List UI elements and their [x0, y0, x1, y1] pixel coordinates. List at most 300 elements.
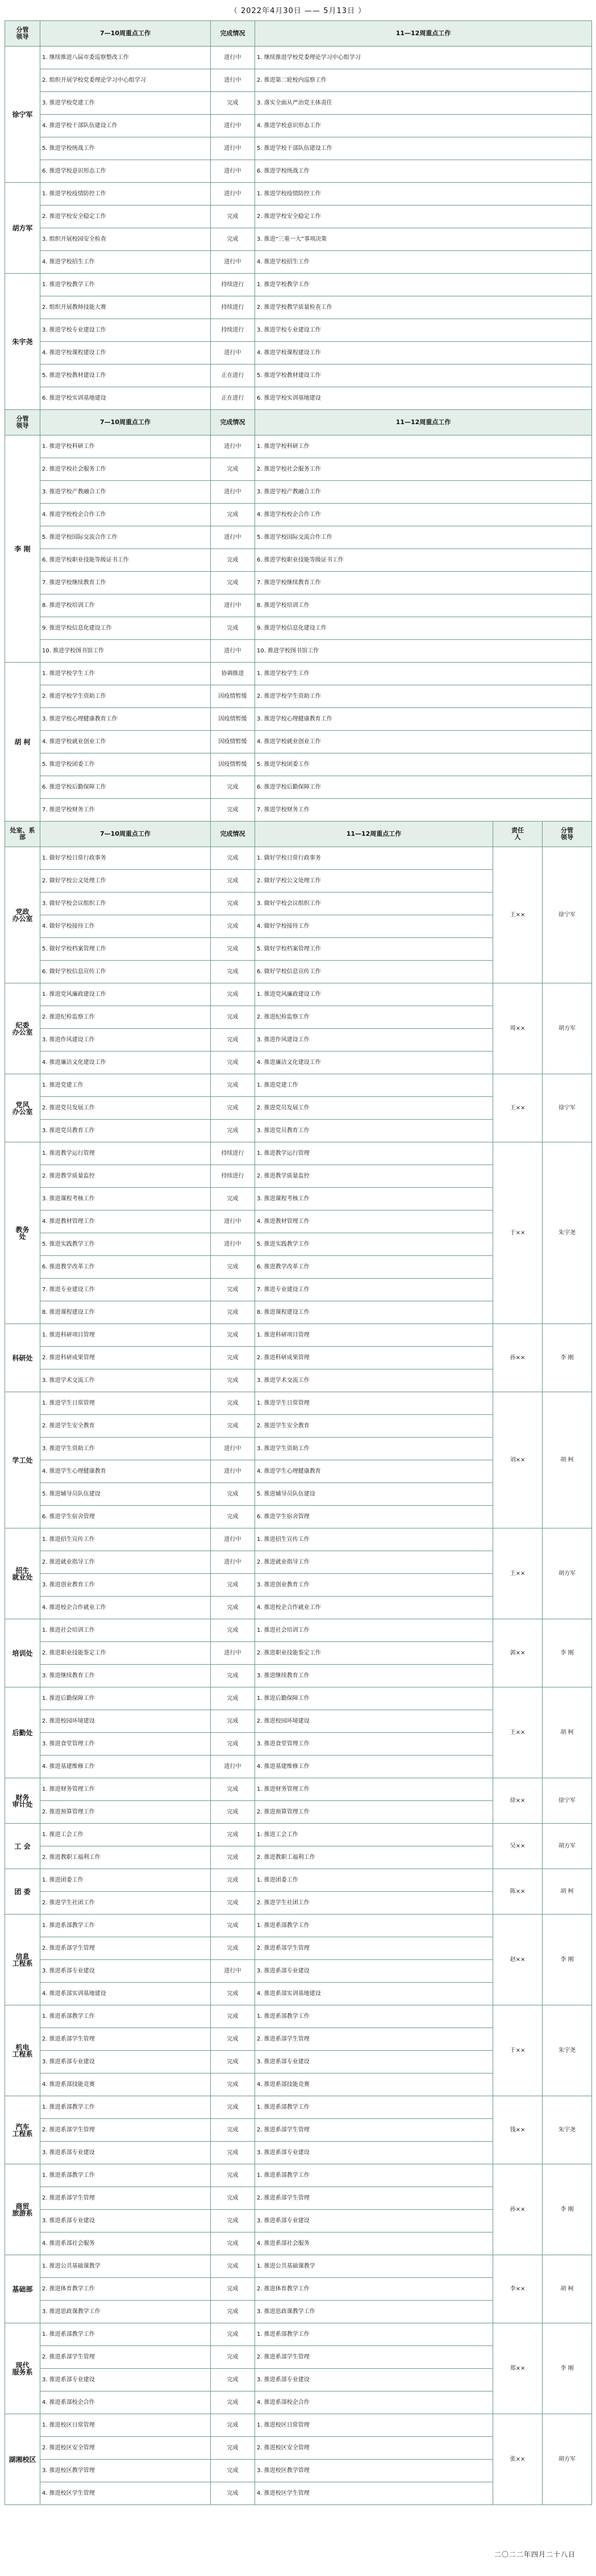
- responsible-person: 于××: [493, 2005, 543, 2096]
- task-current: 3. 推进系部专业建设: [40, 2142, 211, 2164]
- task-current: 3. 推进食堂管理工作: [40, 1733, 211, 1756]
- task-next: 5. 推进实践教学工作: [255, 1233, 493, 1256]
- task-next: 5. 推进辅导员队伍建设: [255, 1483, 493, 1506]
- task-next: 3. 推进创业教育工作: [255, 1574, 493, 1597]
- task-next: 7. 推进专业建设工作: [255, 1279, 493, 1301]
- supervising-leader: 朱宇尧: [543, 2005, 592, 2096]
- table-row: [5, 251, 592, 274]
- task-status: 进行中: [211, 481, 255, 504]
- department-name: 湖湘校区: [5, 2414, 40, 2505]
- task-next: 1. 推进系部教学工作: [255, 1915, 493, 1937]
- task-next: 1. 推进学校疫情防控工作: [255, 183, 592, 206]
- table-row: [5, 1392, 592, 1415]
- task-status: 完成: [211, 2460, 255, 2482]
- task-next: 1. 继续推进学校党委理论学习中心组学习: [255, 47, 592, 69]
- department-name: 现代 服务系: [5, 2323, 40, 2414]
- task-status: 进行中: [211, 137, 255, 160]
- task-next: 1. 推进党风廉政建设工作: [255, 983, 493, 1006]
- task-next: 4. 推进系部校企合作: [255, 2391, 493, 2414]
- column-header: 11—12周重点工作: [255, 410, 592, 435]
- table-row: [5, 319, 592, 342]
- table-row: [5, 2414, 592, 2437]
- task-current: 1. 推进党建工作: [40, 1074, 211, 1097]
- table-row: [5, 731, 592, 753]
- task-status: 完成: [211, 2278, 255, 2301]
- period-subtitle: （ 2022年4月30日 —— 5月13日 ）: [230, 7, 366, 15]
- task-current: 6. 做好学校信息宣传工作: [40, 961, 211, 983]
- task-next: 2. 推进学生社团工作: [255, 1892, 493, 1915]
- table-row: [5, 549, 592, 572]
- responsible-person: 孙××: [493, 1324, 543, 1392]
- table-row: [5, 183, 592, 206]
- task-next: 2. 推进科研成果管理: [255, 1347, 493, 1369]
- task-current: 4. 推进校区学生管理: [40, 2482, 211, 2505]
- table-row: [5, 115, 592, 137]
- column-header: 处室、系 部: [5, 822, 40, 847]
- table-row: [5, 663, 592, 685]
- task-status: 进行中: [211, 69, 255, 92]
- task-current: 1. 推进财务管理工作: [40, 1778, 211, 1801]
- task-current: 8. 推进课程建设工作: [40, 1301, 211, 1324]
- task-current: 2. 推进系部学生管理: [40, 2187, 211, 2210]
- task-status: 进行中: [211, 160, 255, 183]
- department-name: 党风 办公室: [5, 1074, 40, 1142]
- responsible-person: 郑××: [493, 2323, 543, 2414]
- task-next: 3. 推进食堂管理工作: [255, 1733, 493, 1756]
- task-next: 2. 推进职业技能鉴定工作: [255, 1642, 493, 1665]
- task-current: 4. 推进廉洁文化建设工作: [40, 1052, 211, 1074]
- responsible-person: 孙××: [493, 2164, 543, 2255]
- task-current: 1. 推进学校教学工作: [40, 274, 211, 296]
- task-current: 3. 推进思政课教学工作: [40, 2301, 211, 2323]
- task-next: 4. 推进学校就业创业工作: [255, 731, 592, 753]
- footer-date: 二〇二二年四月二十八日: [494, 2550, 576, 2558]
- task-status: 完成: [211, 1824, 255, 1846]
- table-row: [5, 137, 592, 160]
- task-next: 6. 推进学校统战工作: [255, 160, 592, 183]
- task-status: 进行中: [211, 1210, 255, 1233]
- task-status: 完成: [211, 1029, 255, 1052]
- task-status: 完成: [211, 2391, 255, 2414]
- table-row: [5, 296, 592, 319]
- task-current: 1. 推进学校科研工作: [40, 435, 211, 458]
- task-current: 3. 组织开展校园安全检查: [40, 228, 211, 251]
- task-status: 进行中: [211, 47, 255, 69]
- header-row: [5, 21, 592, 47]
- task-status: 持续进行: [211, 1142, 255, 1165]
- task-next: 6. 推进学校实训基地建设: [255, 387, 592, 410]
- task-current: 4. 推进系部技能竞赛: [40, 2074, 211, 2096]
- task-status: 完成: [211, 1983, 255, 2005]
- task-status: 完成: [211, 206, 255, 228]
- task-current: 2. 推进校区安全管理: [40, 2437, 211, 2460]
- task-next: 1. 推进学校学生工作: [255, 663, 592, 685]
- task-next: 4. 推进学校课程建设工作: [255, 342, 592, 365]
- responsible-person: 王××: [493, 1528, 543, 1619]
- table-row: [5, 640, 592, 663]
- task-current: 3. 推进校区教学管理: [40, 2460, 211, 2482]
- task-status: 进行中: [211, 594, 255, 617]
- department-name: 培训处: [5, 1619, 40, 1687]
- table-row: [5, 160, 592, 183]
- task-status: 进行中: [211, 435, 255, 458]
- supervising-leader: 胡方军: [543, 2414, 592, 2505]
- task-next: 6. 做好学校信息宣传工作: [255, 961, 493, 983]
- table-row: [5, 1687, 592, 1710]
- task-next: 4. 推进基建维修工作: [255, 1756, 493, 1778]
- table-row: [5, 2323, 592, 2346]
- task-status: 完成: [211, 983, 255, 1006]
- task-current: 1. 推进团委工作: [40, 1869, 211, 1892]
- task-current: 4. 推进系部社会服务: [40, 2232, 211, 2255]
- task-current: 6. 推进学校意识形态工作: [40, 160, 211, 183]
- department-name: 学工处: [5, 1392, 40, 1528]
- task-current: 3. 推进学术交流工作: [40, 1369, 211, 1392]
- table-row: [5, 481, 592, 504]
- task-current: 6. 推进学校后勤保障工作: [40, 776, 211, 799]
- task-current: 3. 推进学校产教融合工作: [40, 481, 211, 504]
- table-row: [5, 708, 592, 731]
- task-current: 3. 推进系部专业建设: [40, 1960, 211, 1983]
- task-current: 5. 推进学校教材建设工作: [40, 365, 211, 387]
- column-header: 责任 人: [493, 822, 543, 847]
- task-current: 2. 推进就业指导工作: [40, 1551, 211, 1574]
- responsible-person: 王××: [493, 1074, 543, 1142]
- responsible-person: 吴××: [493, 1824, 543, 1869]
- task-current: 5. 推进实践教学工作: [40, 1233, 211, 1256]
- task-current: 2. 做好学校公文处理工作: [40, 870, 211, 893]
- task-next: 3. 做好学校会议组织工作: [255, 893, 493, 915]
- task-status: 完成: [211, 617, 255, 640]
- task-current: 6. 推进学校职业技能等级证书工作: [40, 549, 211, 572]
- task-next: 1. 推进系部教学工作: [255, 2096, 493, 2119]
- task-status: 持续进行: [211, 319, 255, 342]
- task-current: 2. 推进系部学生管理: [40, 2346, 211, 2369]
- task-status: 完成: [211, 1846, 255, 1869]
- task-current: 3. 推进创业教育工作: [40, 1574, 211, 1597]
- task-next: 6. 推进学校职业技能等级证书工作: [255, 549, 592, 572]
- task-current: 2. 推进教学质量监控: [40, 1165, 211, 1188]
- table-row: [5, 847, 592, 870]
- table-row: [5, 435, 592, 458]
- task-next: 5. 推进学校团委工作: [255, 753, 592, 776]
- task-next: 10. 推进学校图书馆工作: [255, 640, 592, 663]
- task-next: 3. 推进系部专业建设: [255, 2142, 493, 2164]
- task-current: 1. 推进后勤保障工作: [40, 1687, 211, 1710]
- column-header: 完成情况: [211, 21, 255, 47]
- task-status: 完成: [211, 1074, 255, 1097]
- column-header: 7—10周重点工作: [40, 410, 211, 435]
- task-next: 4. 推进校企合作就业工作: [255, 1597, 493, 1619]
- header-row: [5, 822, 592, 847]
- task-status: 完成: [211, 1597, 255, 1619]
- task-current: 2. 推进学校学生资助工作: [40, 685, 211, 708]
- task-next: 1. 推进系部教学工作: [255, 2005, 493, 2028]
- task-status: 完成: [211, 1915, 255, 1937]
- task-status: 完成: [211, 1483, 255, 1506]
- task-next: 2. 推进第二轮校内巡察工作: [255, 69, 592, 92]
- task-next: 2. 做好学校公文处理工作: [255, 870, 493, 893]
- supervising-leader: 朱宇尧: [543, 1142, 592, 1324]
- task-status: 完成: [211, 1347, 255, 1369]
- task-current: 5. 推进辅导员队伍建设: [40, 1483, 211, 1506]
- table-row: [5, 458, 592, 481]
- table-row: [5, 776, 592, 799]
- task-status: 进行中: [211, 1438, 255, 1460]
- task-next: 2. 推进党员发展工作: [255, 1097, 493, 1120]
- work-plan-table: [5, 20, 592, 2505]
- task-status: 完成: [211, 458, 255, 481]
- task-status: 进行中: [211, 1528, 255, 1551]
- task-next: 1. 推进学校教学工作: [255, 274, 592, 296]
- task-next: 4. 推进学校招生工作: [255, 251, 592, 274]
- task-status: 完成: [211, 1301, 255, 1324]
- task-status: 完成: [211, 799, 255, 822]
- responsible-person: 张××: [493, 2414, 543, 2505]
- task-status: 进行中: [211, 1642, 255, 1665]
- task-next: 3. 推进思政课教学工作: [255, 2301, 493, 2323]
- task-next: 4. 推进校区学生管理: [255, 2482, 493, 2505]
- department-name: 财务 审计处: [5, 1778, 40, 1824]
- task-current: 5. 推进学校统战工作: [40, 137, 211, 160]
- task-current: 6. 推进教学改革工作: [40, 1256, 211, 1279]
- task-status: 完成: [211, 1801, 255, 1824]
- task-next: 2. 推进系部学生管理: [255, 2119, 493, 2142]
- task-next: 4. 推进系部实训基地建设: [255, 1983, 493, 2005]
- task-next: 4. 推进学生心理健康教育: [255, 1460, 493, 1483]
- table-row: [5, 594, 592, 617]
- supervising-leader: 胡方军: [543, 1824, 592, 1869]
- task-next: 1. 推进系部教学工作: [255, 2164, 493, 2187]
- task-status: 进行中: [211, 640, 255, 663]
- task-current: 4. 推进系部校企合作: [40, 2391, 211, 2414]
- task-status: 因疫情暂缓: [211, 731, 255, 753]
- task-status: 协调推进: [211, 663, 255, 685]
- task-next: 3. 推进学术交流工作: [255, 1369, 493, 1392]
- supervising-leader: 徐宁军: [543, 1778, 592, 1824]
- task-current: 1. 推进招生宣传工作: [40, 1528, 211, 1551]
- task-status: 完成: [211, 1006, 255, 1029]
- task-status: 完成: [211, 2255, 255, 2278]
- task-current: 4. 推进学校招生工作: [40, 251, 211, 274]
- task-next: 8. 推进学校培训工作: [255, 594, 592, 617]
- task-current: 4. 推进学校校企合作工作: [40, 504, 211, 526]
- supervising-leader: 徐宁军: [543, 1074, 592, 1142]
- task-status: 完成: [211, 1369, 255, 1392]
- task-current: 3. 推进学生资助工作: [40, 1438, 211, 1460]
- task-next: 2. 推进校园环境建设: [255, 1710, 493, 1733]
- task-next: 1. 做好学校日常行政事务: [255, 847, 493, 870]
- task-next: 1. 推进学生日常管理: [255, 1392, 493, 1415]
- responsible-person: 钱××: [493, 2096, 543, 2164]
- task-current: 2. 推进纪检监察工作: [40, 1006, 211, 1029]
- table-row: [5, 69, 592, 92]
- task-status: 完成: [211, 1574, 255, 1597]
- task-current: 2. 推进校园环境建设: [40, 1710, 211, 1733]
- task-status: 完成: [211, 847, 255, 870]
- column-header: 7—10周重点工作: [40, 822, 211, 847]
- column-header: 完成情况: [211, 822, 255, 847]
- task-next: 8. 推进课程建设工作: [255, 1301, 493, 1324]
- task-next: 1. 推进社会培训工作: [255, 1619, 493, 1642]
- task-next: 2. 推进学校学生资助工作: [255, 685, 592, 708]
- task-next: 4. 推进学校校企合作工作: [255, 504, 592, 526]
- department-name: 党政 办公室: [5, 847, 40, 983]
- column-header: 分管 领导: [5, 21, 40, 47]
- table-row: [5, 983, 592, 1006]
- task-current: 2. 推进系部学生管理: [40, 2028, 211, 2051]
- task-next: 4. 推进系部社会服务: [255, 2232, 493, 2255]
- task-current: 7. 推进专业建设工作: [40, 1279, 211, 1301]
- task-current: 1. 推进科研项目管理: [40, 1324, 211, 1347]
- responsible-person: 赵××: [493, 1915, 543, 2005]
- task-current: 2. 组织开展学校党委理论学习中心组学习: [40, 69, 211, 92]
- task-status: 完成: [211, 2051, 255, 2074]
- table-row: [5, 1778, 592, 1801]
- task-current: 3. 推进继续教育工作: [40, 1665, 211, 1687]
- task-current: 1. 推进教学运行管理: [40, 1142, 211, 1165]
- task-status: 完成: [211, 1392, 255, 1415]
- task-current: 2. 推进党员发展工作: [40, 1097, 211, 1120]
- task-next: 1. 推进工会工作: [255, 1824, 493, 1846]
- task-next: 6. 推进学校后勤保障工作: [255, 776, 592, 799]
- task-status: 完成: [211, 572, 255, 594]
- task-next: 1. 推进党建工作: [255, 1074, 493, 1097]
- department-name: 基础部: [5, 2255, 40, 2323]
- table-row: [5, 685, 592, 708]
- task-status: 进行中: [211, 115, 255, 137]
- task-current: 5. 做好学校档案管理工作: [40, 938, 211, 961]
- task-status: 完成: [211, 776, 255, 799]
- task-current: 2. 推进体育教学工作: [40, 2278, 211, 2301]
- task-status: 完成: [211, 870, 255, 893]
- supervising-leader: 李 刚: [543, 1619, 592, 1687]
- task-current: 5. 推进学校国际交流合作工作: [40, 526, 211, 549]
- task-next: 1. 推进后勤保障工作: [255, 1687, 493, 1710]
- task-current: 2. 推进系部学生管理: [40, 2119, 211, 2142]
- task-current: 6. 推进学校实训基地建设: [40, 387, 211, 410]
- table-row: [5, 365, 592, 387]
- task-status: 完成: [211, 1778, 255, 1801]
- task-current: 3. 推进课程考核工作: [40, 1188, 211, 1210]
- task-status: 进行中: [211, 342, 255, 365]
- task-next: 1. 推进校区日常管理: [255, 2414, 493, 2437]
- task-status: 进行中: [211, 526, 255, 549]
- task-status: 完成: [211, 893, 255, 915]
- task-status: 完成: [211, 2142, 255, 2164]
- task-status: 完成: [211, 1869, 255, 1892]
- task-status: 持续进行: [211, 296, 255, 319]
- task-status: 完成: [211, 2346, 255, 2369]
- task-status: 进行中: [211, 183, 255, 206]
- task-next: 1. 推进科研项目管理: [255, 1324, 493, 1347]
- task-next: 2. 推进校区安全管理: [255, 2437, 493, 2460]
- task-next: 2. 推进系部学生管理: [255, 2028, 493, 2051]
- supervising-leader: 胡 柯: [543, 1869, 592, 1915]
- task-current: 4. 推进学校干部队伍建设工作: [40, 115, 211, 137]
- task-next: 3. 落实全面从严治党主体责任: [255, 92, 592, 115]
- task-next: 3. 推进学生资助工作: [255, 1438, 493, 1460]
- task-current: 1. 继续推进八届市委巡察整改工作: [40, 47, 211, 69]
- task-status: 完成: [211, 2005, 255, 2028]
- table-row: [5, 1915, 592, 1937]
- task-next: 2. 推进纪检监察工作: [255, 1006, 493, 1029]
- task-status: 完成: [211, 2301, 255, 2323]
- task-next: 6. 推进教学改革工作: [255, 1256, 493, 1279]
- department-name: 后勤处: [5, 1687, 40, 1778]
- table-row: [5, 753, 592, 776]
- task-next: 2. 推进学校教学质量检查工作: [255, 296, 592, 319]
- task-next: 4. 做好学校接待工作: [255, 915, 493, 938]
- task-next: 1. 推进团委工作: [255, 1869, 493, 1892]
- task-status: 正在进行: [211, 387, 255, 410]
- task-current: 2. 推进学校社会服务工作: [40, 458, 211, 481]
- task-status: 完成: [211, 1256, 255, 1279]
- supervising-leader: 李 刚: [543, 1915, 592, 2005]
- task-status: 完成: [211, 2232, 255, 2255]
- leader-name: 徐宁军: [5, 47, 40, 183]
- table-row: [5, 1528, 592, 1551]
- task-status: 完成: [211, 1415, 255, 1438]
- task-status: 完成: [211, 1097, 255, 1120]
- task-current: 4. 推进学生心理健康教育: [40, 1460, 211, 1483]
- task-next: 3. 推进课程考核工作: [255, 1188, 493, 1210]
- task-next: 4. 推进学校意识形态工作: [255, 115, 592, 137]
- supervising-leader: 胡 柯: [543, 1687, 592, 1778]
- task-status: 因疫情暂缓: [211, 753, 255, 776]
- table-row: [5, 274, 592, 296]
- task-status: 完成: [211, 549, 255, 572]
- task-status: 完成: [211, 1324, 255, 1347]
- task-current: 1. 推进党风廉政建设工作: [40, 983, 211, 1006]
- task-current: 1. 推进校区日常管理: [40, 2414, 211, 2437]
- column-header: 完成情况: [211, 410, 255, 435]
- task-next: 3. 推进学校产教融合工作: [255, 481, 592, 504]
- task-status: 因疫情暂缓: [211, 685, 255, 708]
- responsible-person: 徐××: [493, 1778, 543, 1824]
- task-status: 完成: [211, 1506, 255, 1528]
- supervising-leader: 胡 柯: [543, 2255, 592, 2323]
- task-status: 完成: [211, 961, 255, 983]
- leader-name: 朱宇尧: [5, 274, 40, 410]
- table-row: [5, 206, 592, 228]
- task-current: 1. 推进工会工作: [40, 1824, 211, 1846]
- task-next: 2. 推进教职工福利工作: [255, 1846, 493, 1869]
- task-status: 完成: [211, 92, 255, 115]
- task-current: 1. 推进系部教学工作: [40, 2005, 211, 2028]
- task-next: 2. 推进体育教学工作: [255, 2278, 493, 2301]
- task-current: 1. 推进系部教学工作: [40, 2323, 211, 2346]
- column-header: 分管 领导: [543, 822, 592, 847]
- department-name: 教务 处: [5, 1142, 40, 1324]
- responsible-person: 周××: [493, 983, 543, 1074]
- task-status: 完成: [211, 2028, 255, 2051]
- task-next: 3. 推进“三重一大”事项决策: [255, 228, 592, 251]
- responsible-person: 刘××: [493, 1392, 543, 1528]
- task-current: 1. 推进公共基础课教学: [40, 2255, 211, 2278]
- task-current: 9. 推进学校信息化建设工作: [40, 617, 211, 640]
- table-row: [5, 526, 592, 549]
- task-next: 2. 推进系部学生管理: [255, 1937, 493, 1960]
- task-next: 2. 推进就业指导工作: [255, 1551, 493, 1574]
- task-next: 2. 推进学校安全稳定工作: [255, 206, 592, 228]
- responsible-person: 李××: [493, 2255, 543, 2323]
- task-status: 完成: [211, 1120, 255, 1142]
- task-current: 3. 做好学校会议组织工作: [40, 893, 211, 915]
- task-next: 3. 推进系部专业建设: [255, 2369, 493, 2391]
- task-current: 2. 组织开展教师技能大赛: [40, 296, 211, 319]
- task-current: 10. 推进学校图书馆工作: [40, 640, 211, 663]
